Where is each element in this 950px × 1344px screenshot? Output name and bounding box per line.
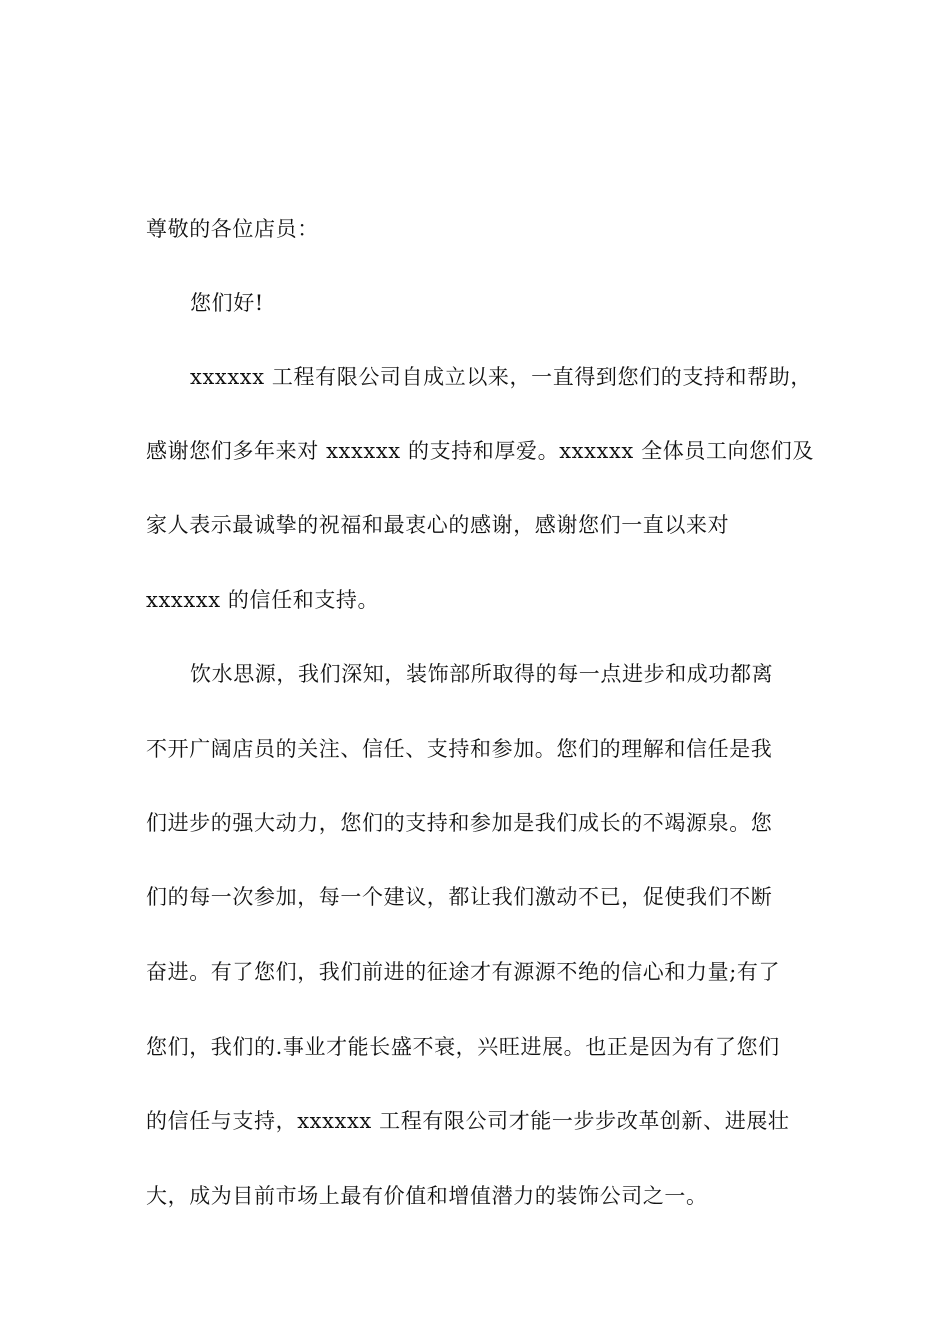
paragraph-1-line-1: xxxxxx 工程有限公司自成立以来，一直得到您们的支持和帮助， [190, 365, 812, 389]
paragraph-2-line-5: 奋进。有了您们，我们前进的征途才有源源不绝的信心和力量;有了 [146, 960, 781, 984]
paragraph-1-line-3: 家人表示最诚挚的祝福和最衷心的感谢，感谢您们一直以来对 [146, 513, 730, 537]
salutation: 尊敬的各位店员： [146, 217, 319, 241]
paragraph-2-line-6: 您们，我们的.事业才能长盛不衰，兴旺进展。也正是因为有了您们 [146, 1035, 780, 1059]
paragraph-1-line-2: 感谢您们多年来对 xxxxxx 的支持和厚爱。xxxxxx 全体员工向您们及 [146, 439, 814, 463]
paragraph-1-line-4: xxxxxx 的信任和支持。 [146, 588, 380, 612]
paragraph-2-line-2: 不开广阔店员的关注、信任、支持和参加。您们的理解和信任是我 [146, 737, 773, 761]
paragraph-2-line-4: 们的每一次参加，每一个建议，都让我们激动不已，促使我们不断 [146, 885, 773, 909]
paragraph-2-line-7: 的信任与支持，xxxxxx 工程有限公司才能一步步改革创新、进展壮 [146, 1109, 790, 1133]
greeting: 您们好! [190, 291, 264, 315]
paragraph-2-line-8: 大，成为目前市场上最有价值和增值潜力的装饰公司之一。 [146, 1184, 708, 1208]
paragraph-2-line-1: 饮水思源，我们深知，装饰部所取得的每一点进步和成功都离 [190, 662, 774, 686]
paragraph-2-line-3: 们进步的强大动力，您们的支持和参加是我们成长的不竭源泉。您 [146, 811, 773, 835]
